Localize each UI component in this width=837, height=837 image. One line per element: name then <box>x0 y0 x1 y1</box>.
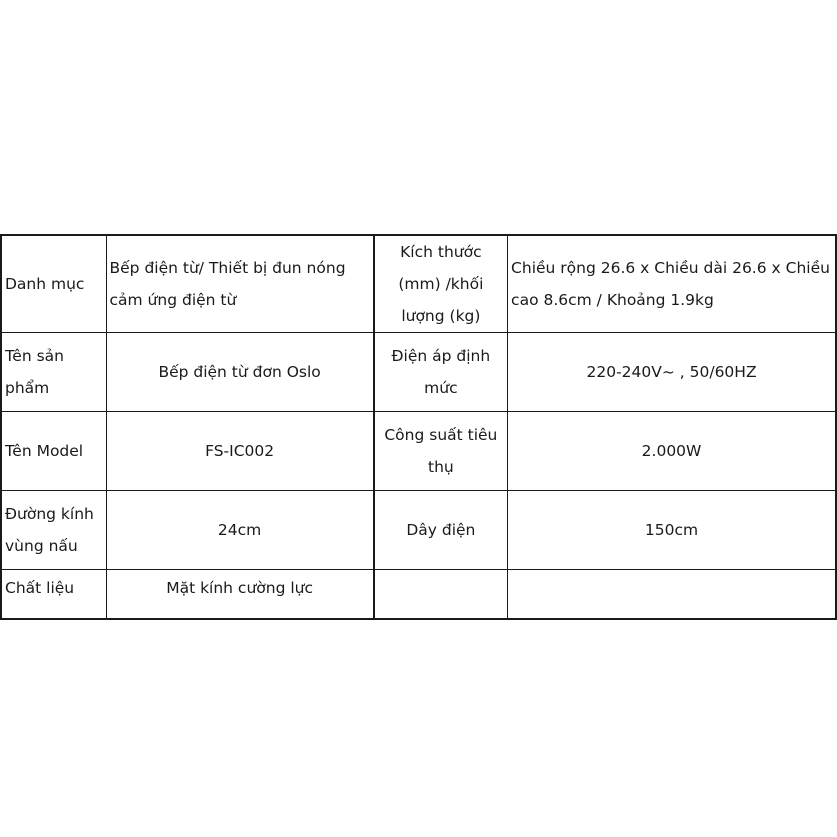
spec-value-empty <box>508 570 836 619</box>
spec-label-material: Chất liệu <box>1 570 106 619</box>
spec-label-power: Công suất tiêu thụ <box>374 412 508 491</box>
spec-value-model: FS-IC002 <box>106 412 374 491</box>
spec-label-power-cord: Dây điện <box>374 491 508 570</box>
spec-value-cooking-diameter: 24cm <box>106 491 374 570</box>
spec-label-empty <box>374 570 508 619</box>
spec-label-dimensions: Kích thước (mm) /khối lượng (kg) <box>374 235 508 333</box>
spec-label-cooking-diameter: Đường kính vùng nấu <box>1 491 106 570</box>
spec-value-power: 2.000W <box>508 412 836 491</box>
table-row <box>1 235 836 333</box>
product-spec-table <box>0 234 837 620</box>
table-row <box>1 333 836 412</box>
spec-value-power-cord: 150cm <box>508 491 836 570</box>
spec-label-product-name: Tên sản phẩm <box>1 333 106 412</box>
spec-value-product-name: Bếp điện từ đơn Oslo <box>106 333 374 412</box>
spec-value-dimensions: Chiều rộng 26.6 x Chiều dài 26.6 x Chiều cao 8.6cm / Khoảng 1.9kg <box>508 235 836 333</box>
table-row <box>1 491 836 570</box>
spec-value-rated-voltage: 220-240V~ , 50/60HZ <box>508 333 836 412</box>
spec-value-material: Mặt kính cường lực <box>106 570 374 619</box>
spec-label-rated-voltage: Điện áp định mức <box>374 333 508 412</box>
spec-label-model: Tên Model <box>1 412 106 491</box>
table-row <box>1 570 836 619</box>
table-row <box>1 412 836 491</box>
spec-value-category: Bếp điện từ/ Thiết bị đun nóng cảm ứng điện từ <box>106 235 374 333</box>
spec-label-category: Danh mục <box>1 235 106 333</box>
